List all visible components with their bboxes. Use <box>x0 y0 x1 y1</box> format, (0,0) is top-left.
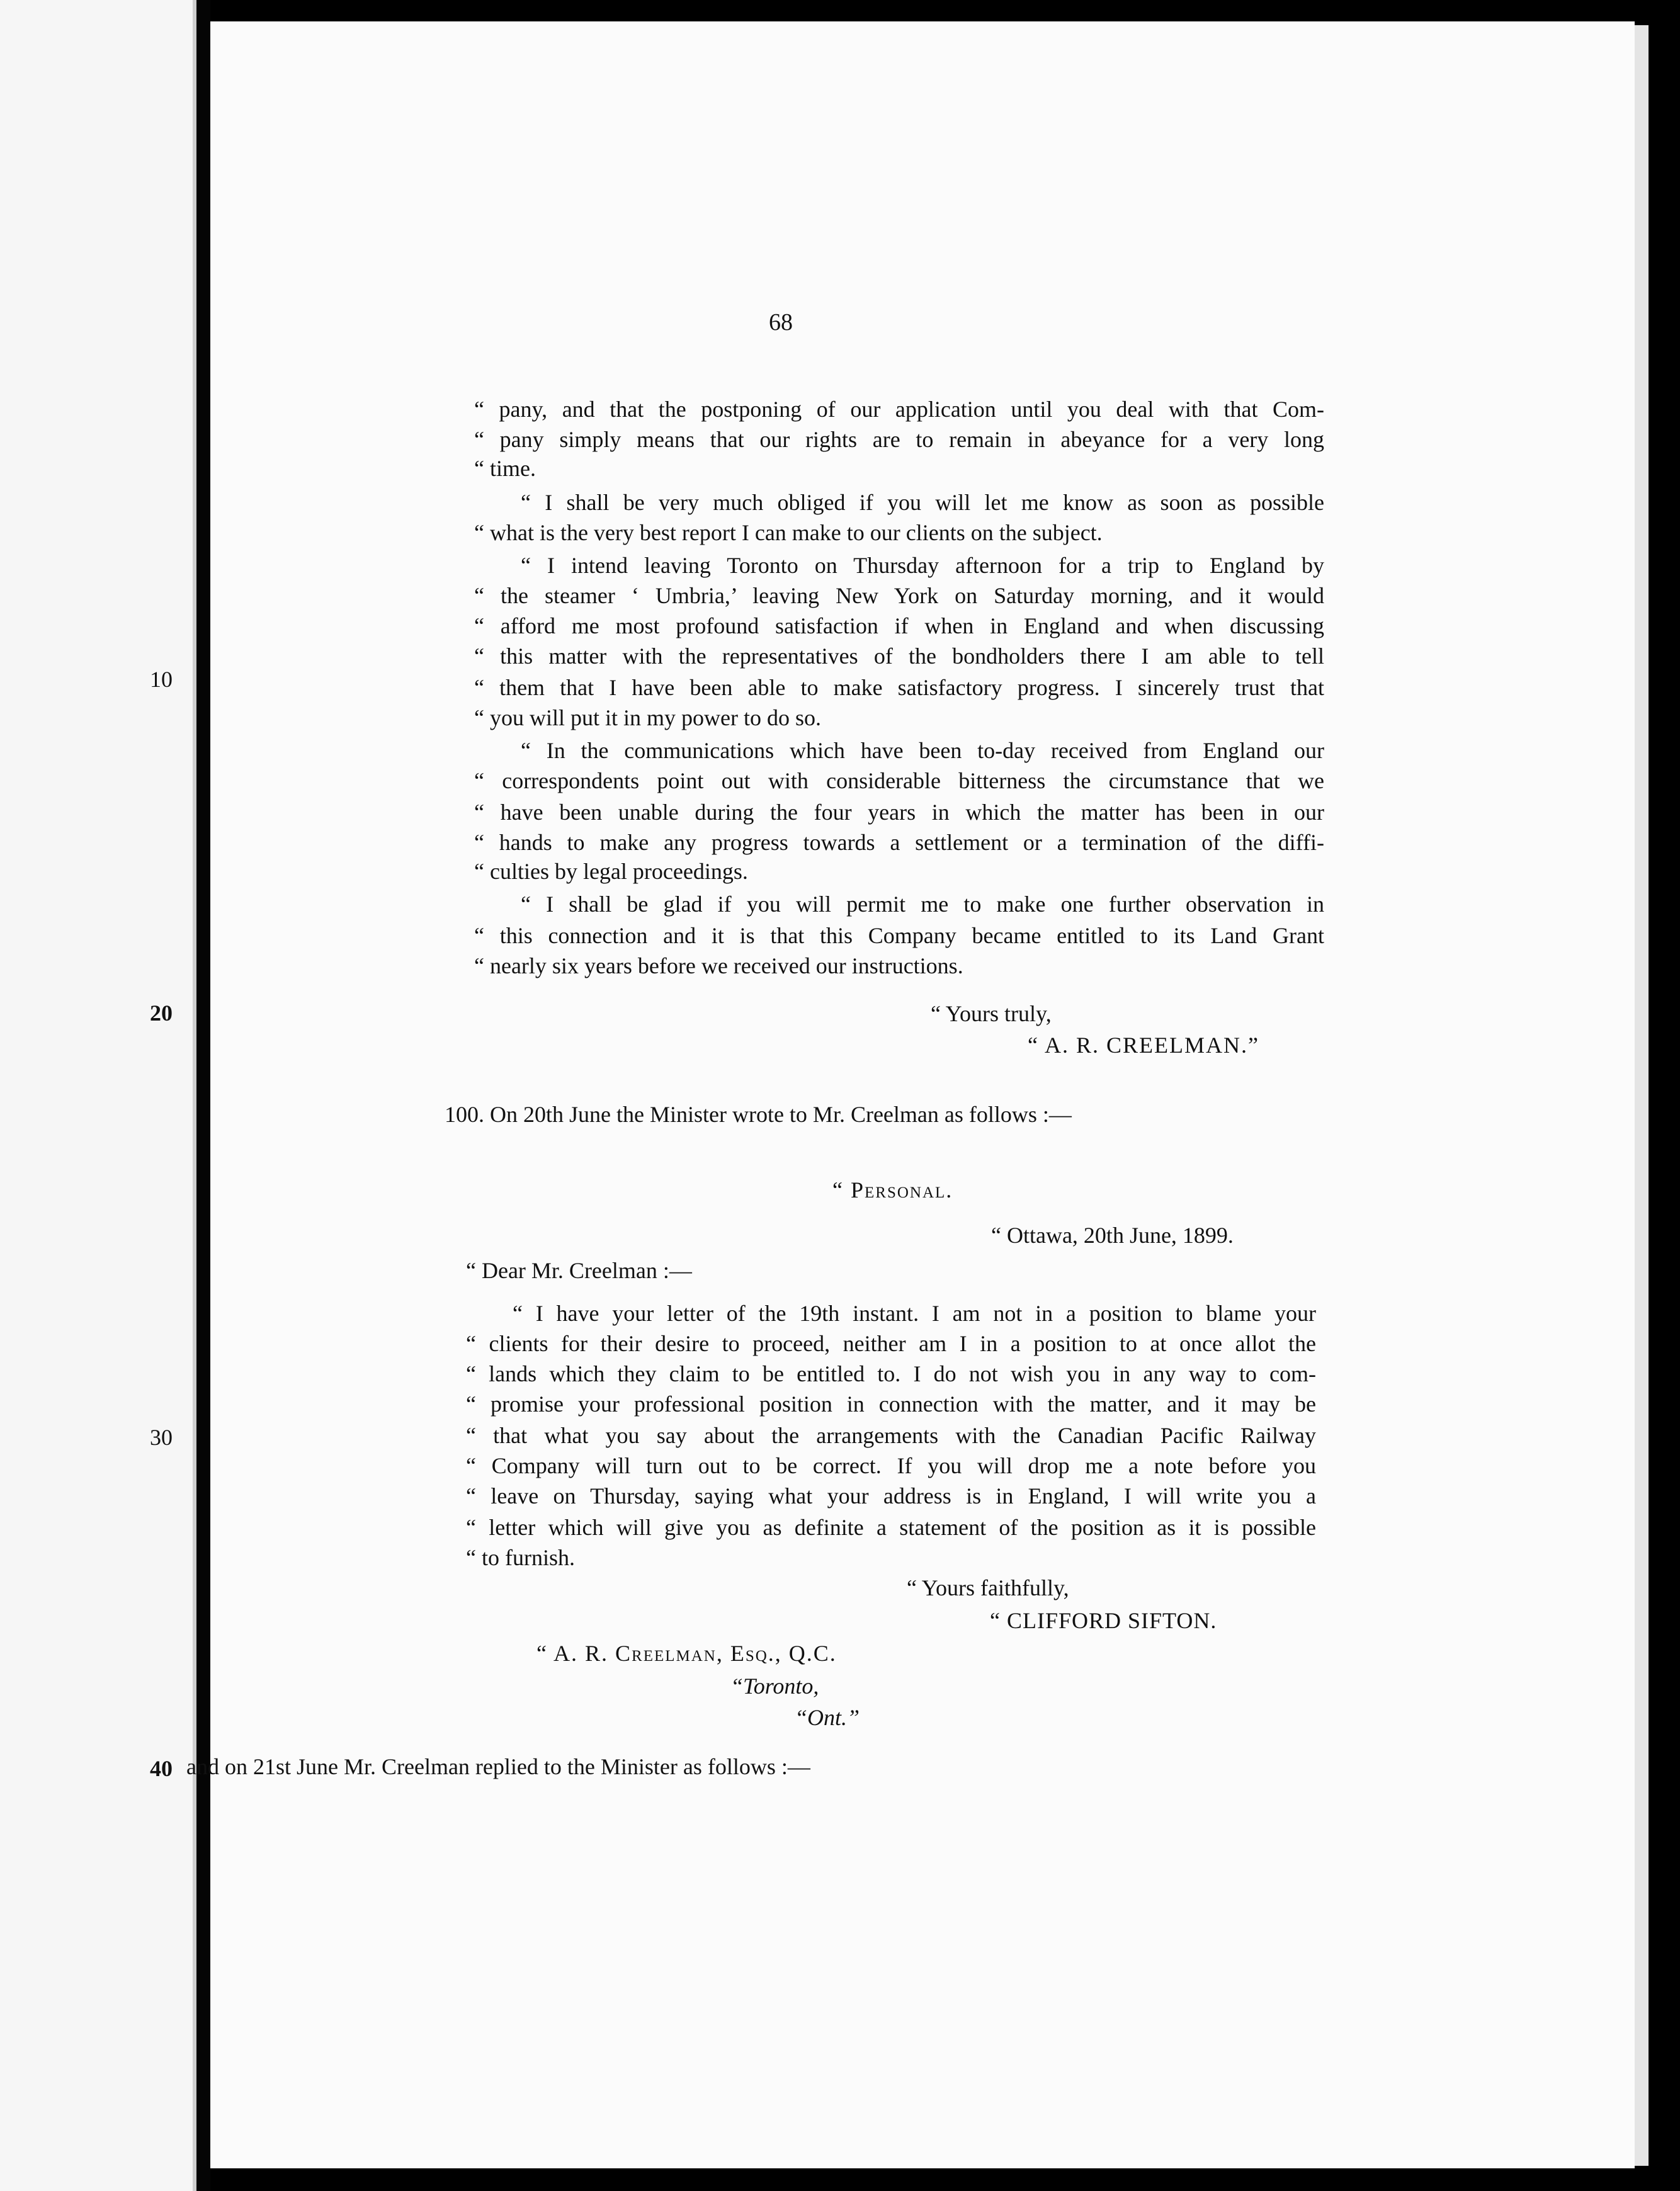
text-line: “ hands to make any progress towards a settlement or a termination of the diffi- <box>474 830 1324 855</box>
text-line: “ the steamer ‘ Umbria,’ leaving New York on Saturday morning, and it would <box>474 583 1324 608</box>
text-line: “ you will put it in my power to do so. <box>474 705 821 730</box>
text-line: “ Company will turn out to be correct. If you will drop me a note before you <box>466 1453 1316 1478</box>
text-line: “ lands which they claim to be entitled to. I do not wish you in any way to com- <box>466 1361 1316 1386</box>
margin-line-number: 10 <box>150 667 173 692</box>
address-province: “Ont.” <box>795 1705 860 1730</box>
margin-line-number: 40 <box>150 1756 173 1781</box>
letter-salutation: “ Dear Mr. Creelman :— <box>466 1258 692 1283</box>
text-line: “ I intend leaving Toronto on Thursday afternoon for a trip to England by <box>521 553 1324 578</box>
text-line: “ In the communications which have been to-day received from England our <box>521 738 1324 763</box>
paragraph-100: 100. On 20th June the Minister wrote to Mr. Creelman as follows :— <box>445 1102 1072 1127</box>
final-line: and on 21st June Mr. Creelman replied to the Minister as follows :— <box>186 1754 810 1779</box>
margin-line-number: 20 <box>150 1000 173 1026</box>
address-city: “Toronto, <box>730 1673 819 1699</box>
text-line: “ have been unable during the four years in which the matter has been in our <box>474 800 1324 825</box>
page-edge <box>1635 25 1649 2166</box>
text-line: “ this matter with the representatives of the bondholders there I am able to tell <box>474 643 1324 669</box>
letter-dateline: “ Ottawa, 20th June, 1899. <box>991 1223 1234 1248</box>
text-line: “ to furnish. <box>466 1545 575 1570</box>
personal-heading: “ Personal. <box>832 1177 953 1203</box>
text-line: “ this connection and it is that this Company became entitled to its Land Grant <box>474 923 1324 948</box>
text-line: “ pany, and that the postponing of our application until you deal with that Com- <box>474 397 1324 422</box>
closing-yours-truly: “ Yours truly, <box>931 1001 1052 1026</box>
text-line: “ I shall be very much obliged if you will let me know as soon as possible <box>521 490 1324 515</box>
page-number: 68 <box>769 309 793 336</box>
address-name: “ A. R. Creelman, Esq., Q.C. <box>536 1641 837 1666</box>
text-line: “ culties by legal proceedings. <box>474 859 748 884</box>
margin-line-number: 30 <box>150 1425 173 1450</box>
closing-yours-faithfully: “ Yours faithfully, <box>907 1575 1069 1600</box>
text-line: “ letter which will give you as definite a statement of the position as it is possible <box>466 1515 1316 1540</box>
text-line: “ time. <box>474 456 536 481</box>
adjacent-page <box>0 0 196 2191</box>
text-line: “ nearly six years before we received our instructions. <box>474 953 963 978</box>
document-page <box>210 21 1635 2168</box>
signature-creelman: “ A. R. CREELMAN.” <box>1028 1033 1259 1058</box>
text-line: “ I have your letter of the 19th instant. I am not in a position to blame your <box>513 1301 1316 1326</box>
text-line: “ what is the very best report I can make to our clients on the subject. <box>474 520 1103 545</box>
text-line: “ pany simply means that our rights are to remain in abeyance for a very long <box>474 427 1324 452</box>
text-line: “ afford me most profound satisfaction if when in England and when discussing <box>474 613 1324 638</box>
book-spine <box>196 0 210 2191</box>
text-line: “ leave on Thursday, saying what your address is in England, I will write you a <box>466 1483 1316 1509</box>
signature-sifton: “ CLIFFORD SIFTON. <box>990 1608 1217 1633</box>
text-line: “ them that I have been able to make satisfactory progress. I sincerely trust that <box>474 675 1324 700</box>
text-line: “ promise your professional position in connection with the matter, and it may be <box>466 1391 1316 1417</box>
text-line: “ clients for their desire to proceed, neither am I in a position to at once allot the <box>466 1331 1316 1356</box>
text-line: “ correspondents point out with considerable bitterness the circumstance that we <box>474 768 1324 793</box>
text-line: “ I shall be glad if you will permit me to make one further observation in <box>521 892 1324 917</box>
text-line: “ that what you say about the arrangements with the Canadian Pacific Railway <box>466 1423 1316 1448</box>
